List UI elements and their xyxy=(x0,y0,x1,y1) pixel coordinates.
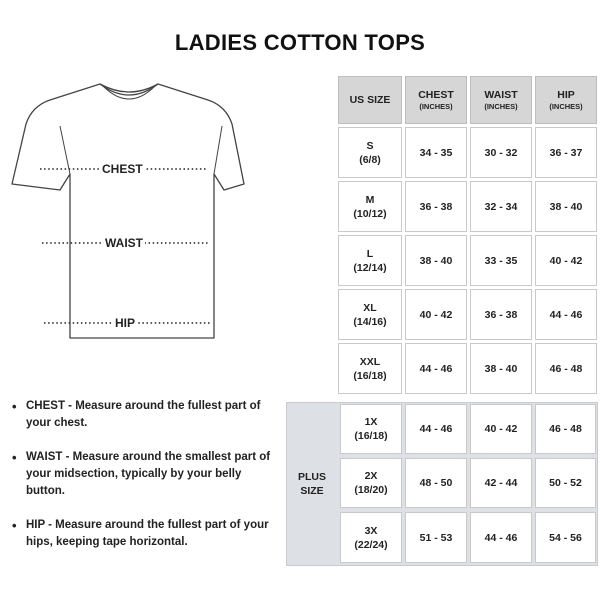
size-cell: M (10/12) xyxy=(338,181,402,232)
hip-cell: 46 - 48 xyxy=(535,343,597,394)
waist-cell: 42 - 44 xyxy=(470,458,532,508)
size-cell: 1X (16/18) xyxy=(340,404,402,454)
chest-cell: 44 - 46 xyxy=(405,404,467,454)
chest-cell: 38 - 40 xyxy=(405,235,467,286)
waist-label: WAIST xyxy=(105,236,143,250)
chest-cell: 48 - 50 xyxy=(405,458,467,508)
chest-cell: 36 - 38 xyxy=(405,181,467,232)
hip-cell: 54 - 56 xyxy=(535,512,596,563)
waist-cell: 32 - 34 xyxy=(470,181,532,232)
hip-cell: 46 - 48 xyxy=(535,404,596,454)
size-cell: XL (14/16) xyxy=(338,289,402,340)
waist-cell: 30 - 32 xyxy=(470,127,532,178)
chest-label: CHEST xyxy=(102,162,143,176)
header-waist: WAIST (INCHES) xyxy=(470,76,532,124)
size-cell: 3X (22/24) xyxy=(340,512,402,563)
waist-cell: 36 - 38 xyxy=(470,289,532,340)
size-cell: L (12/14) xyxy=(338,235,402,286)
waist-cell: 44 - 46 xyxy=(470,512,532,563)
chest-cell: 40 - 42 xyxy=(405,289,467,340)
waist-cell: 40 - 42 xyxy=(470,404,532,454)
tshirt-outline xyxy=(12,84,244,338)
header-chest: CHEST (INCHES) xyxy=(405,76,467,124)
measurement-notes xyxy=(12,398,274,568)
chest-cell: 51 - 53 xyxy=(405,512,467,563)
note-hip: • HIP - Measure around the fullest part of your hips, keeping tape horizontal. xyxy=(12,517,274,551)
size-cell: S (6/8) xyxy=(338,127,402,178)
note-chest: • CHEST - Measure around the fullest part of your chest. xyxy=(12,398,274,432)
hip-cell: 44 - 46 xyxy=(535,289,597,340)
hip-cell: 38 - 40 xyxy=(535,181,597,232)
hip-cell: 50 - 52 xyxy=(535,458,596,508)
plus-size-label: PLUS SIZE xyxy=(297,471,326,497)
chest-cell: 44 - 46 xyxy=(405,343,467,394)
waist-cell: 38 - 40 xyxy=(470,343,532,394)
header-us-size: US SIZE xyxy=(338,76,402,124)
page-title: LADIES COTTON TOPS xyxy=(174,30,426,55)
tshirt-diagram-icon xyxy=(8,76,248,344)
hip-label: HIP xyxy=(115,316,136,330)
size-cell: XXL (16/18) xyxy=(338,343,402,394)
header-hip: HIP (INCHES) xyxy=(535,76,597,124)
chest-cell: 34 - 35 xyxy=(405,127,467,178)
hip-cell: 40 - 42 xyxy=(535,235,597,286)
hip-cell: 36 - 37 xyxy=(535,127,597,178)
size-cell: 2X (18/20) xyxy=(340,458,402,508)
note-waist: • WAIST - Measure around the smallest part of your midsection, typically by your belly button. xyxy=(12,449,274,500)
waist-cell: 33 - 35 xyxy=(470,235,532,286)
